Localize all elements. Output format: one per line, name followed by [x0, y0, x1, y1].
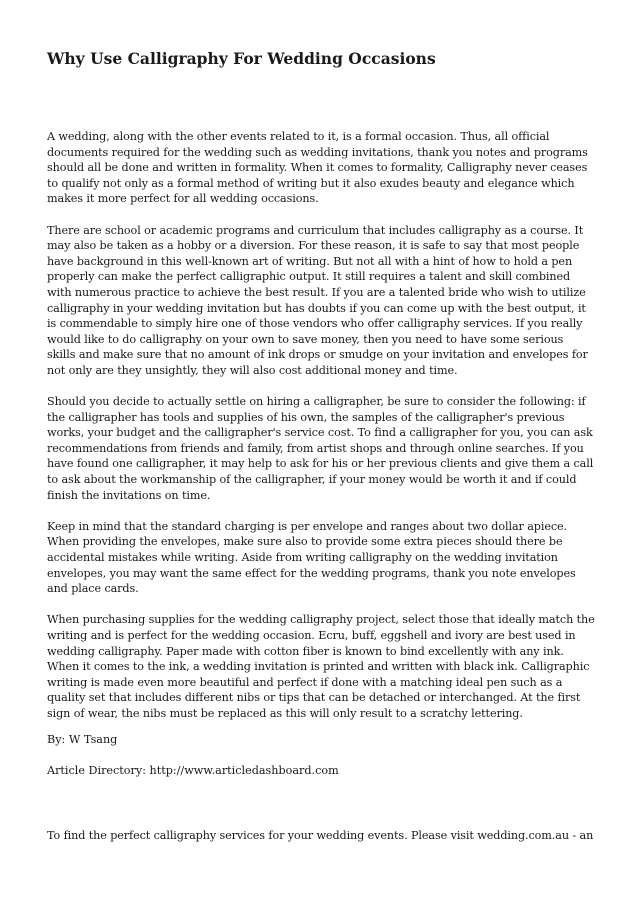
paragraph: There are school or academic programs and curriculum that includes calligraphy as a course. It may also be taken as a hobby or a diversion. For these reason, it is safe to say that most people have background in this well-known art of writing. But not all with a hint of how to hold a pen properly can make the perfect calligraphic output. It still requires a talent and skill combined with numerous practice to achieve the best result. If you are a talented bride who wish to utilize calligraphy in your wedding invitation but has doubts if you can come up with the best output, it is commendable to simply hire one of those vendors who offer calligraphy services. If you really would like to do calligraphy on your own to save money, then you need to have some serious skills and make sure that no amount of ink drops or smudge on your invitation and envelopes for not only are they unsightly, they will also cost additional money and time. [47, 223, 588, 377]
page-title: Why Use Calligraphy For Wedding Occasions [47, 49, 436, 68]
paragraph: Keep in mind that the standard charging is per envelope and ranges about two dollar apiece. When providing the envelopes, make sure also to provide some extra pieces should there be accidental mistakes while writing. Aside from writing calligraphy on the wedding invitation envelopes, you may want the same effect for the wedding programs, thank you note envelopes and place cards. [47, 519, 576, 596]
paragraph: A wedding, along with the other events related to it, is a formal occasion. Thus, all official documents required for the wedding such as wedding invitations, thank you notes and programs should all be done and written in formality. When it comes to formality, Calligraphy never ceases to qualify not only as a formal method of writing but it also exudes beauty and elegance which makes it more perfect for all wedding occasions. [47, 130, 588, 206]
footer-text: To find the perfect calligraphy services for your wedding events. Please visit wedding.com.au - an [47, 829, 594, 842]
paragraph: When purchasing supplies for the wedding calligraphy project, select those that ideally match the writing and is perfect for the wedding occasion. Ecru, buff, eggshell and ivory are best used in wedding calligraphy. Paper made with cotton fiber is known to bind excellently with any ink. When it comes to the ink, a wedding invitation is printed and written with black ink. Calligraphic writing is made even more beautiful and perfect if done with a matching ideal pen such as a quality set that includes different nibs or tips that can be detached or interchanged. At the first sign of wear, the nibs must be replaced as this will only result to a scratchy lettering. [47, 613, 595, 720]
author-byline: By: W Tsang [47, 733, 118, 746]
article-body [47, 129, 595, 737]
article-directory: Article Directory: http://www.articledashboard.com [47, 764, 339, 777]
paragraph: Should you decide to actually settle on hiring a calligrapher, be sure to consider the following: if the calligrapher has tools and supplies of his own, the samples of the calligrapher's previous works, your budget and the calligrapher's service cost. To find a calligrapher for you, you can ask recommendations from friends and family, from artist shops and through online searches. If you have found one calligrapher, it may help to ask for his or her previous clients and give them a call to ask about the workmanship of the calligrapher, if your money would be worth it and if could finish the invitations on time. [47, 395, 594, 502]
